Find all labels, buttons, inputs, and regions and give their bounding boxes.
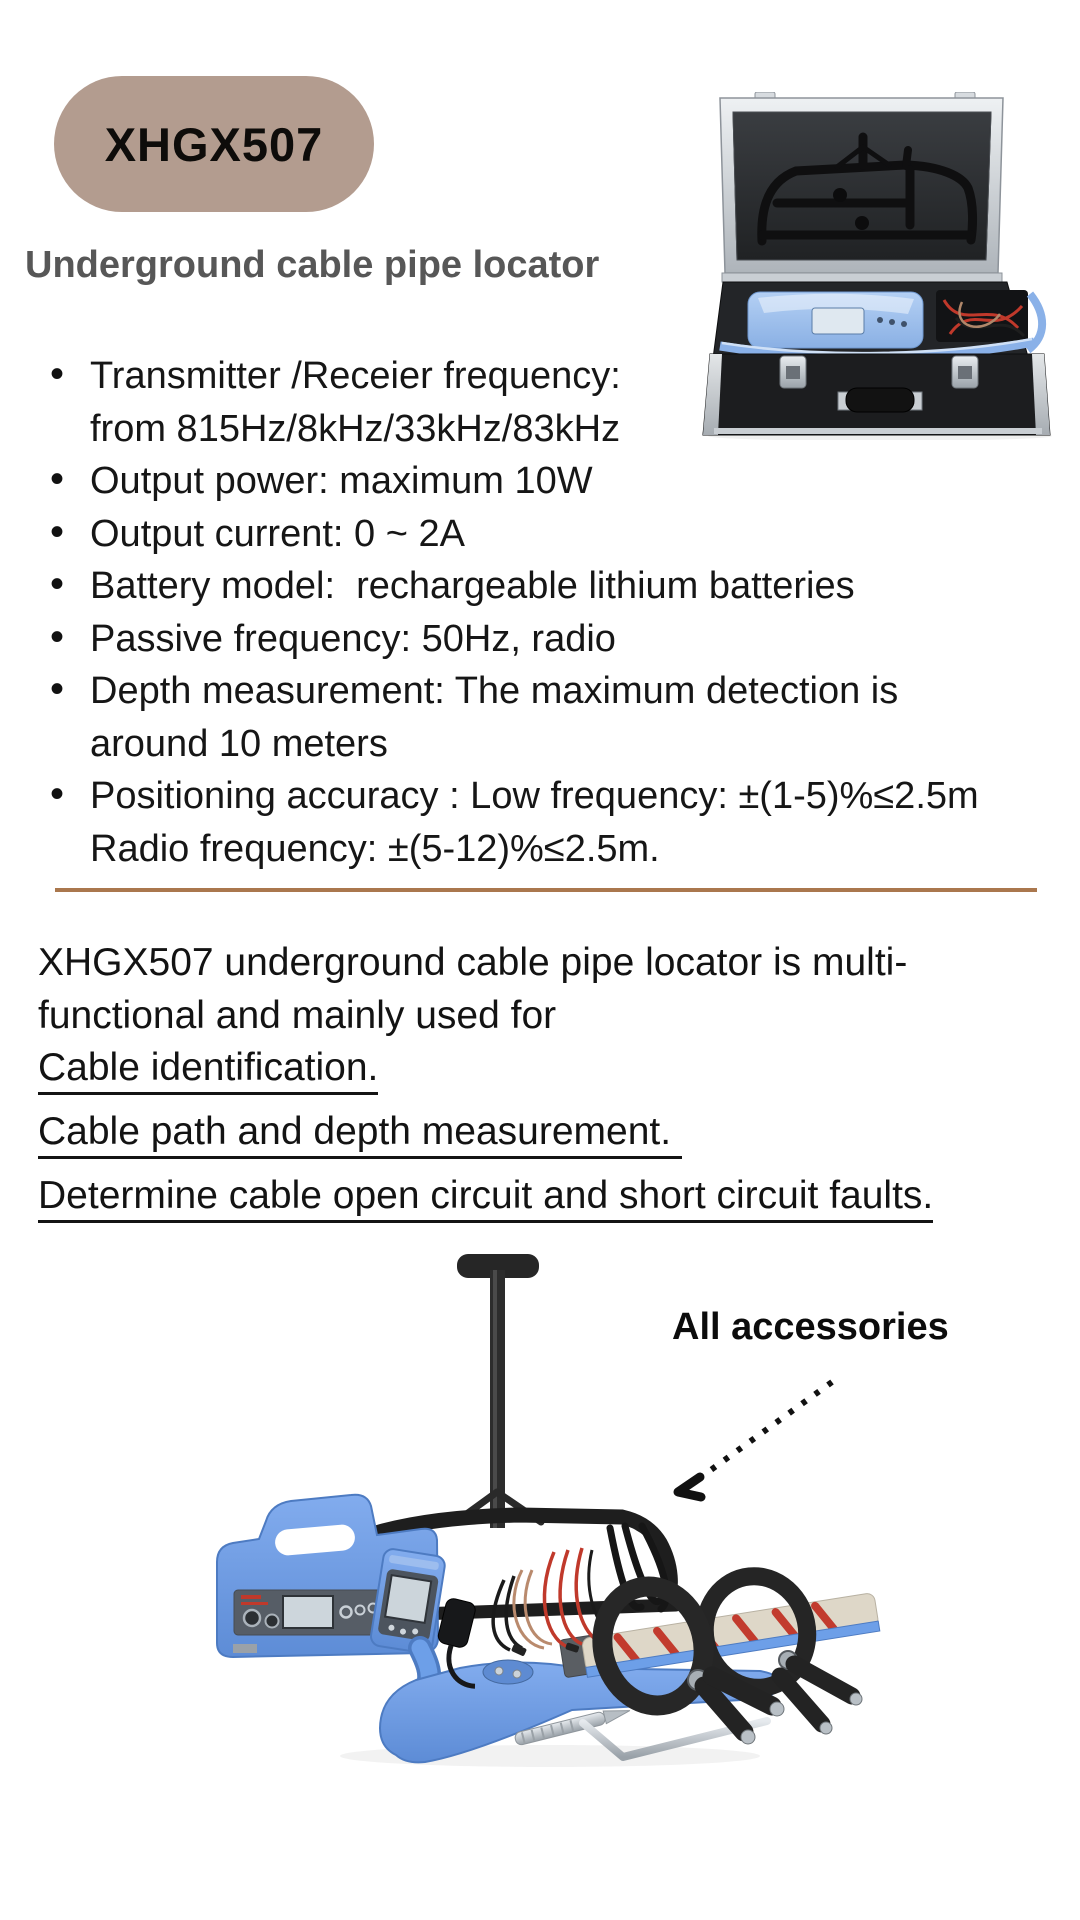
spec-line: around 10 meters xyxy=(90,722,388,765)
spec-item xyxy=(48,770,1048,875)
receiver-screen xyxy=(385,1575,431,1623)
section-divider xyxy=(55,888,1037,892)
spec-line: • Passive frequency: 50Hz, radio xyxy=(90,617,616,660)
use-item: Cable path and depth measurement. xyxy=(38,1110,682,1159)
accessories-label: All accessories xyxy=(672,1306,949,1348)
dotted-arrow-icon xyxy=(678,1382,832,1497)
spec-item xyxy=(48,350,1048,455)
use-line xyxy=(38,1043,1058,1093)
model-badge-label: XHGX507 xyxy=(104,117,324,171)
description-intro-line-1: XHGX507 underground cable pipe locator is multi- xyxy=(38,941,908,984)
spec-item xyxy=(48,508,1048,561)
use-line xyxy=(38,1107,1058,1157)
spec-line: • Positioning accuracy : Low frequency: ±(1-5)%≤2.5m xyxy=(90,775,979,817)
use-list xyxy=(38,1043,1058,1221)
spec-line: • Battery model: rechargeable lithium batteries xyxy=(90,565,855,607)
spec-line: from 815Hz/8kHz/33kHz/83kHz xyxy=(90,407,621,450)
spec-item xyxy=(48,560,1048,613)
accessories-kit-photo xyxy=(120,1240,1080,1840)
spec-line: • Output power: maximum 10W xyxy=(90,460,593,502)
spec-item xyxy=(48,455,1048,508)
transmitter-screen xyxy=(283,1596,333,1628)
use-line xyxy=(38,1171,1058,1221)
foot-recess xyxy=(483,1660,533,1684)
t-handle-pole xyxy=(457,1254,541,1528)
connector-socket xyxy=(266,1615,279,1628)
description xyxy=(38,936,1058,1235)
model-badge xyxy=(54,76,374,212)
connector-socket xyxy=(244,1610,260,1626)
description-intro-line-2: functional and mainly used for xyxy=(38,994,557,1037)
use-item: Determine cable open circuit and short circuit faults. xyxy=(38,1174,933,1223)
spec-item xyxy=(48,665,1048,770)
spec-line: Radio frequency: ±(5-12)%≤2.5m. xyxy=(90,827,660,870)
case-hinge xyxy=(722,273,1002,282)
page-title: Underground cable pipe locator xyxy=(25,244,600,286)
spec-list xyxy=(48,350,1048,875)
case-lid xyxy=(720,92,1003,273)
spec-line: • Output current: 0 ~ 2A xyxy=(90,512,465,555)
use-item: Cable identification. xyxy=(38,1046,378,1095)
spec-item xyxy=(48,613,1048,666)
spec-line: • Depth measurement: The maximum detection is xyxy=(90,670,899,712)
spec-line: • Transmitter /Receier frequency: xyxy=(90,355,621,397)
